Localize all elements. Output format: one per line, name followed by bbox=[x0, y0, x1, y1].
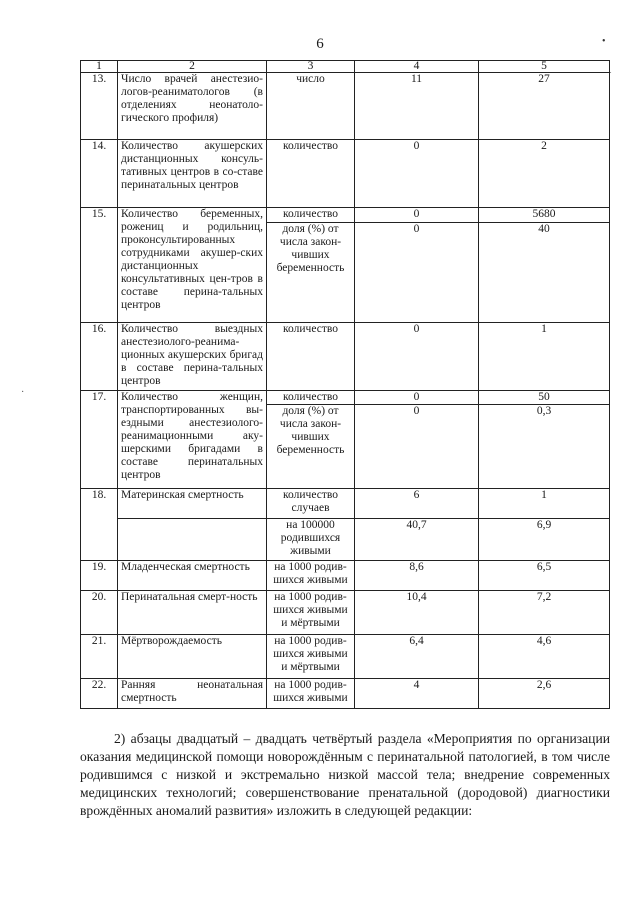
value-target: 2 bbox=[479, 140, 610, 208]
table-row bbox=[81, 635, 610, 679]
row-number: 15. bbox=[81, 208, 118, 323]
margin-mark-top-right: • bbox=[602, 36, 606, 47]
unit: на 1000 родив-шихся живыми и мёртвыми bbox=[267, 591, 355, 635]
value-target: 50 bbox=[479, 391, 610, 405]
unit: количество bbox=[267, 208, 355, 223]
value-base: 11 bbox=[355, 73, 479, 140]
value-base: 8,6 bbox=[355, 561, 479, 591]
indicator-name: Материнская смертность bbox=[118, 489, 267, 519]
table-subrow bbox=[81, 519, 610, 561]
unit: на 1000 родив-шихся живыми bbox=[267, 679, 355, 709]
table-row bbox=[81, 591, 610, 635]
table-row bbox=[81, 73, 610, 140]
header-col-5: 5 bbox=[479, 61, 610, 73]
value-target: 4,6 bbox=[479, 635, 610, 679]
value-target: 2,6 bbox=[479, 679, 610, 709]
table-row bbox=[81, 391, 610, 405]
unit: количество случаев bbox=[267, 489, 355, 519]
margin-mark-left: · bbox=[21, 387, 25, 398]
value-base: 40,7 bbox=[355, 519, 479, 561]
page-number: 6 bbox=[316, 36, 324, 52]
value-target: 1 bbox=[479, 489, 610, 519]
row-number: 17. bbox=[81, 391, 118, 489]
indicator-name: Количество беременных, рожениц и родильниц, проконсультированных сотрудниками акушер-ских дистанционных консультативных цен-тров в составе перина-тальных центров bbox=[118, 208, 267, 323]
value-target: 5680 bbox=[479, 208, 610, 223]
indicator-name: Количество женщин, транспортированных вы-ездными анестезиолого-реанимационными аку-шерскими бригадами в составе перинатальных центров bbox=[118, 391, 267, 489]
row-number: 20. bbox=[81, 591, 118, 635]
indicator-name: Перинатальная смерт-ность bbox=[118, 591, 267, 635]
table-row bbox=[81, 679, 610, 709]
row-number: 14. bbox=[81, 140, 118, 208]
value-base: 6 bbox=[355, 489, 479, 519]
unit: число bbox=[267, 73, 355, 140]
unit: доля (%) от числа закон-чивших беременность bbox=[267, 223, 355, 323]
unit: на 1000 родив-шихся живыми bbox=[267, 561, 355, 591]
amendment-text: 2) абзацы двадцатый – двадцать четвёртый раздела «Мероприятия по организации оказания медицинской помощи новорождённым с перинатальной патологией, в том числе родившимся с низкой и экстремально низкой массой тела; внедрение современных медицинских технологий; совершенствование пренатальной (дородовой) диагностики врождённых аномалий развития» изложить в следующей редакции: bbox=[80, 731, 610, 818]
header-col-1: 1 bbox=[81, 61, 118, 73]
table-header-row bbox=[81, 61, 610, 73]
value-target: 0,3 bbox=[479, 405, 610, 489]
value-target: 40 bbox=[479, 223, 610, 323]
value-base: 0 bbox=[355, 405, 479, 489]
indicator-name: Количество акушерских дистанционных консуль-тативных центров в со-ставе перинатальных центров bbox=[118, 140, 267, 208]
table-row bbox=[81, 323, 610, 391]
header-col-4: 4 bbox=[355, 61, 479, 73]
row-number: 13. bbox=[81, 73, 118, 140]
value-base: 0 bbox=[355, 323, 479, 391]
value-base: 0 bbox=[355, 391, 479, 405]
amendment-paragraph bbox=[80, 730, 610, 820]
unit: количество bbox=[267, 391, 355, 405]
value-base: 6,4 bbox=[355, 635, 479, 679]
header-col-2: 2 bbox=[118, 61, 267, 73]
value-target: 7,2 bbox=[479, 591, 610, 635]
indicator-name: Младенческая смертность bbox=[118, 561, 267, 591]
row-number: 21. bbox=[81, 635, 118, 679]
unit: на 1000 родив-шихся живыми и мёртвыми bbox=[267, 635, 355, 679]
value-base: 0 bbox=[355, 140, 479, 208]
table-row bbox=[81, 561, 610, 591]
unit: доля (%) от числа закон-чивших беременность bbox=[267, 405, 355, 489]
unit: на 100000 родившихся живыми bbox=[267, 519, 355, 561]
value-base: 10,4 bbox=[355, 591, 479, 635]
value-base: 4 bbox=[355, 679, 479, 709]
table-row bbox=[81, 140, 610, 208]
row-number: 16. bbox=[81, 323, 118, 391]
value-target: 6,5 bbox=[479, 561, 610, 591]
value-target: 27 bbox=[479, 73, 610, 140]
indicator-name: Ранняя неонатальная смертность bbox=[118, 679, 267, 709]
row-number: 19. bbox=[81, 561, 118, 591]
header-col-3: 3 bbox=[267, 61, 355, 73]
unit: количество bbox=[267, 140, 355, 208]
value-target: 1 bbox=[479, 323, 610, 391]
table-row bbox=[81, 489, 610, 519]
row-number: 18. bbox=[81, 489, 118, 561]
indicator-name: Количество выездных анестезиолого-реанима-ционных акушерских бригад в составе перина-тальных центров bbox=[118, 323, 267, 391]
value-target: 6,9 bbox=[479, 519, 610, 561]
unit: количество bbox=[267, 323, 355, 391]
value-base: 0 bbox=[355, 208, 479, 223]
table-row bbox=[81, 208, 610, 223]
empty-cell bbox=[118, 519, 267, 561]
margin-mark-right: – bbox=[606, 67, 611, 78]
row-number: 22. bbox=[81, 679, 118, 709]
indicator-name: Мёртворождаемость bbox=[118, 635, 267, 679]
indicator-name: Число врачей анестезио-логов-реаниматологов (в отделениях неонатоло-гического профиля) bbox=[118, 73, 267, 140]
indicators-table bbox=[80, 60, 610, 709]
value-base: 0 bbox=[355, 223, 479, 323]
